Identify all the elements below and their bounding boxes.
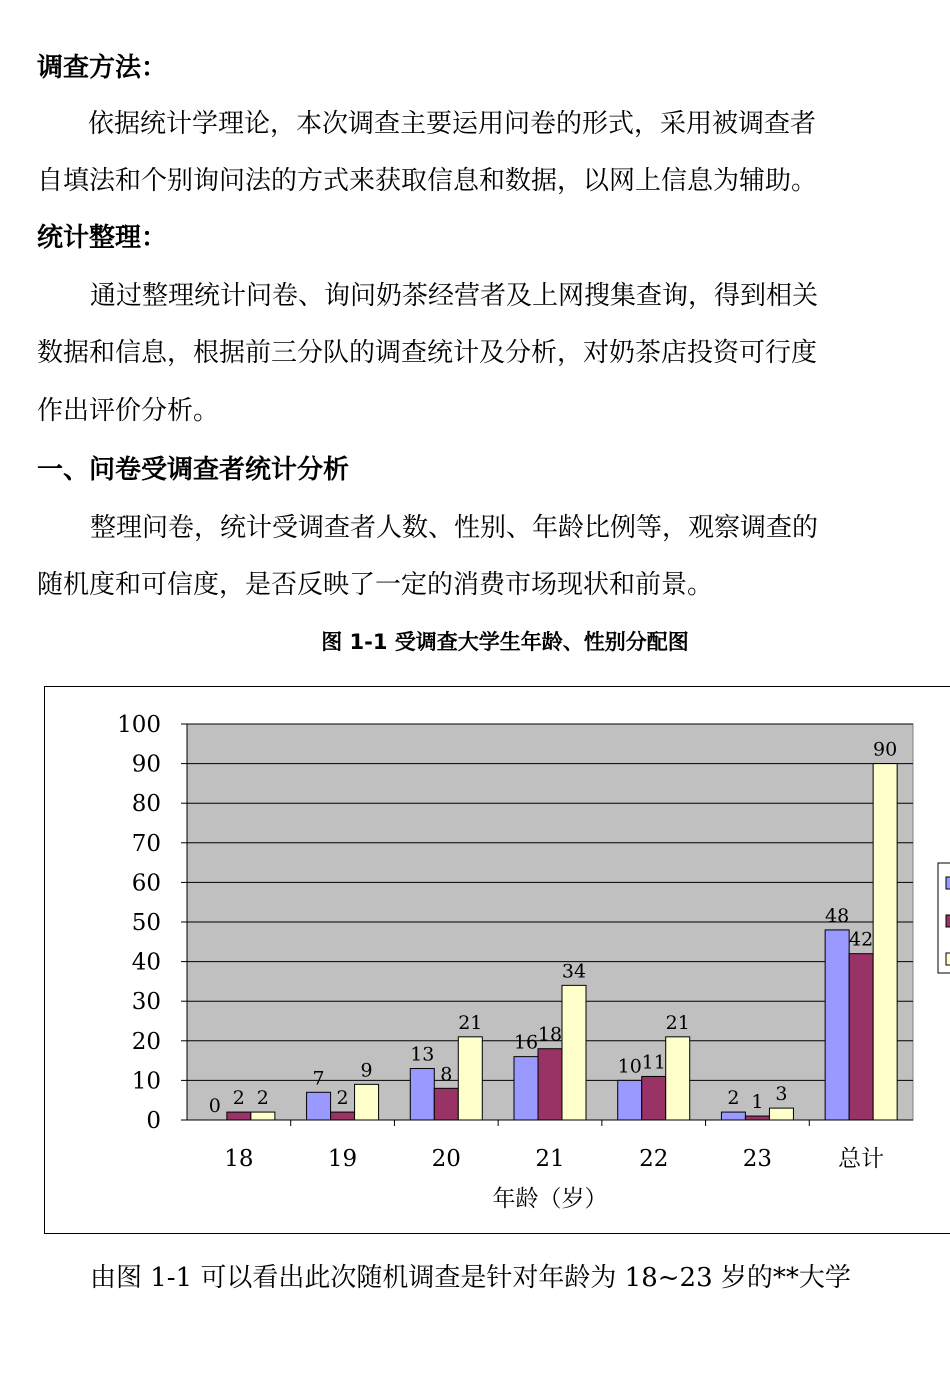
bar xyxy=(307,1092,331,1120)
bar xyxy=(410,1069,434,1120)
x-tick-label: 21 xyxy=(535,1146,565,1172)
y-tick-label: 0 xyxy=(146,1108,161,1134)
data-label: 2 xyxy=(232,1087,245,1110)
x-tick-label: 22 xyxy=(639,1146,669,1172)
data-label: 16 xyxy=(513,1031,539,1054)
x-tick-label: 18 xyxy=(224,1146,254,1172)
data-label: 3 xyxy=(775,1083,788,1106)
data-label: 8 xyxy=(440,1063,453,1086)
legend-swatch xyxy=(946,953,950,965)
heading-stats: 统计整理： xyxy=(37,223,168,253)
data-label: 48 xyxy=(825,904,850,927)
data-label: 1 xyxy=(751,1091,764,1114)
paragraph-method-line-1: 依据统计学理论，本次调查主要运用问卷的形式，采用被调查者 xyxy=(88,109,817,139)
bar xyxy=(251,1112,275,1120)
bar xyxy=(514,1057,538,1120)
paragraph-stats-line-2: 数据和信息，根据前三分队的调查统计及分析，对奶茶店投资可行度 xyxy=(37,338,818,368)
heading-method: 调查方法： xyxy=(37,53,168,83)
y-tick-label: 50 xyxy=(131,910,161,936)
bar xyxy=(873,764,897,1120)
x-tick-label: 19 xyxy=(327,1146,358,1172)
data-label: 2 xyxy=(256,1087,269,1110)
data-label: 21 xyxy=(665,1011,690,1034)
data-label: 10 xyxy=(617,1055,642,1078)
bar xyxy=(642,1076,666,1120)
y-tick-label: 10 xyxy=(131,1068,161,1095)
figure-caption: 图 1-1 受调查大学生年龄、性别分配图 xyxy=(321,630,689,654)
bar xyxy=(769,1108,793,1120)
data-label: 90 xyxy=(873,738,898,761)
y-tick-label: 40 xyxy=(131,949,161,976)
data-label: 13 xyxy=(410,1043,435,1066)
bar xyxy=(666,1037,690,1120)
y-tick-label: 70 xyxy=(131,830,161,857)
bar xyxy=(849,954,873,1120)
x-axis-title: 年龄（岁） xyxy=(492,1186,608,1212)
y-tick-label: 100 xyxy=(117,712,161,738)
bar xyxy=(355,1084,379,1120)
bar-chart xyxy=(45,687,950,1235)
data-label: 7 xyxy=(312,1067,325,1090)
y-tick-label: 80 xyxy=(131,791,161,818)
bar xyxy=(562,985,586,1120)
data-label: 2 xyxy=(336,1087,349,1110)
paragraph-section-1-line-2: 随机度和可信度，是否反映了一定的消费市场现状和前景。 xyxy=(37,570,714,600)
y-tick-label: 60 xyxy=(131,870,161,897)
bar xyxy=(825,930,849,1120)
x-tick-label: 总计 xyxy=(838,1146,885,1172)
legend-swatch xyxy=(946,877,950,889)
paragraph-stats-line-1: 通过整理统计问卷、询问奶茶经营者及上网搜集查询，得到相关 xyxy=(90,281,819,311)
data-label: 2 xyxy=(727,1087,740,1110)
data-label: 42 xyxy=(849,928,874,951)
bar xyxy=(618,1080,642,1120)
bar xyxy=(538,1049,562,1120)
y-tick-label: 30 xyxy=(131,989,161,1016)
data-label: 0 xyxy=(208,1095,221,1117)
data-label: 11 xyxy=(641,1051,666,1074)
paragraph-stats-line-3: 作出评价分析。 xyxy=(37,396,220,426)
paragraph-section-1-line-1: 整理问卷，统计受调查者人数、性别、年龄比例等，观察调查的 xyxy=(90,513,819,543)
bar xyxy=(721,1112,745,1120)
bar xyxy=(227,1112,251,1120)
bar xyxy=(434,1088,458,1120)
legend-swatch xyxy=(946,915,950,927)
chart-frame xyxy=(44,686,950,1234)
bar xyxy=(331,1112,355,1120)
y-tick-label: 90 xyxy=(131,751,161,778)
bar xyxy=(745,1116,769,1120)
data-label: 18 xyxy=(537,1023,563,1046)
x-tick-label: 20 xyxy=(431,1146,461,1172)
bar xyxy=(458,1037,482,1120)
paragraph-after-chart: 由图 1-1 可以看出此次随机调查是针对年龄为 18~23 岁的**大学 xyxy=(90,1263,851,1293)
x-tick-label: 23 xyxy=(742,1146,773,1172)
data-label: 9 xyxy=(360,1059,373,1082)
y-tick-label: 20 xyxy=(131,1028,161,1055)
data-label: 21 xyxy=(458,1011,483,1034)
paragraph-method-line-2: 自填法和个别询问法的方式来获取信息和数据，以网上信息为辅助。 xyxy=(37,166,818,196)
section-1-title: 一、问卷受调查者统计分析 xyxy=(37,455,350,485)
data-label: 34 xyxy=(561,960,587,983)
